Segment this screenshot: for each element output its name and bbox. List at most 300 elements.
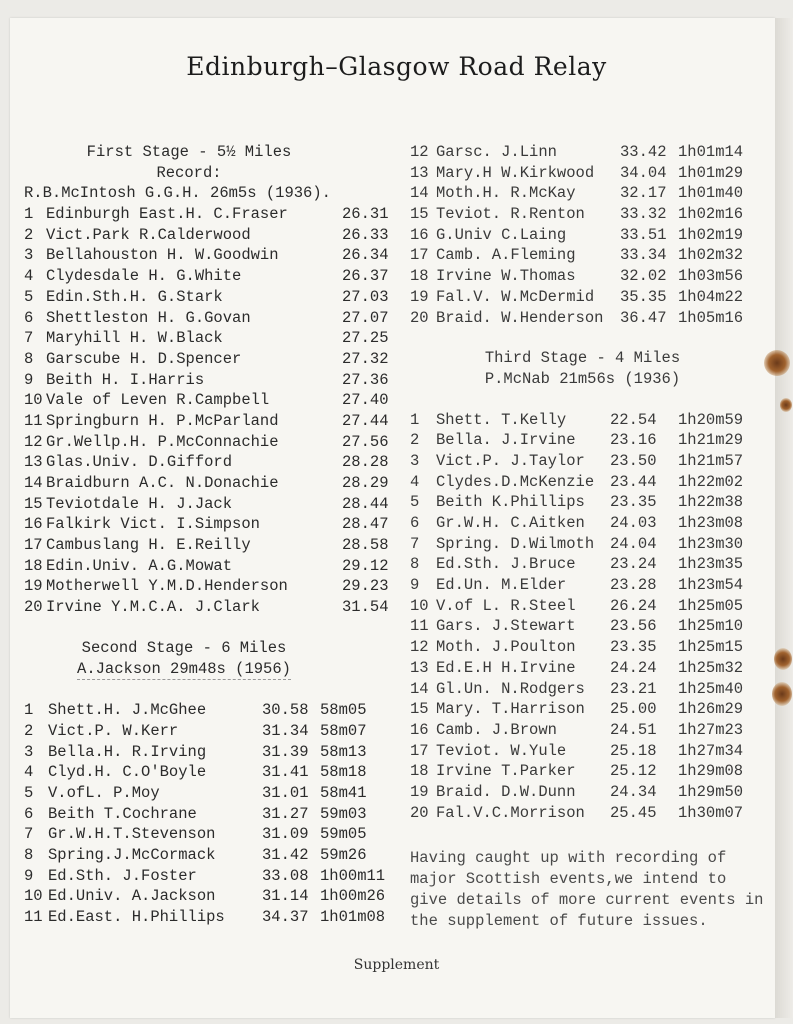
club-runner: Clydesdale H. G.White [46,267,242,286]
club-runner: Teviot. R.Renton [436,205,585,224]
stage-time: 23.24 [610,555,657,574]
club-runner: Clyd.H. C.O'Boyle [48,763,207,782]
result-row [410,658,785,679]
stage1-heading: First Stage - 5½ Miles [86,143,292,161]
club-runner: Ed.Univ. A.Jackson [48,887,216,906]
cumulative-time: 1h00m11 [320,866,386,885]
cumulative-time: 1h04m22 [678,287,744,306]
position: 14 [24,474,43,493]
result-row [24,308,404,329]
club-runner: Springburn H. P.McParland [46,411,279,430]
position: 2 [24,225,34,244]
position: 9 [410,576,420,595]
position: 10 [24,887,43,906]
spacer [24,618,404,638]
stage-time: 32.17 [620,184,667,203]
result-row [24,473,404,494]
stage-time: 31.42 [262,846,309,865]
right-column [410,142,785,823]
stage1-results [24,204,404,618]
club-runner: Braid. D.W.Dunn [436,782,576,801]
cumulative-time: 59m03 [320,804,367,823]
stage-time: 25.18 [610,741,657,760]
club-runner: Maryhill H. W.Black [46,329,223,348]
result-row [410,472,785,493]
position: 20 [24,598,43,617]
result-row [410,679,785,700]
result-row [410,575,785,596]
footer-label: Supplement [353,957,440,973]
club-runner: Ed.Un. M.Elder [436,576,567,595]
stage-time: 27.32 [342,349,389,368]
cumulative-time: 1h02m16 [678,205,744,224]
result-row [24,866,404,887]
result-row [410,204,785,225]
stage-time: 25.00 [610,700,657,719]
result-row [410,637,785,658]
position: 12 [410,143,429,161]
position: 4 [410,472,420,491]
stage-time: 26.37 [342,267,389,286]
cumulative-time: 1h30m07 [678,803,744,822]
result-row [410,451,785,472]
result-row [24,432,404,453]
club-runner: G.Univ C.Laing [436,225,567,244]
result-row [410,287,785,308]
stage-time: 28.29 [342,474,389,493]
position: 16 [410,720,429,739]
position: 1 [410,410,420,429]
cumulative-time: 58m13 [320,742,367,761]
club-runner: Ed.East. H.Phillips [48,908,225,927]
stage-time: 32.02 [620,267,667,286]
club-runner: Beith H. I.Harris [46,370,205,389]
position: 9 [24,370,34,389]
position: 15 [410,205,429,224]
club-runner: Falkirk Vict. I.Simpson [46,515,260,534]
cumulative-time: 1h29m50 [678,782,744,801]
position: 3 [24,246,34,265]
stage-time: 29.12 [342,556,389,575]
result-row [24,411,404,432]
cumulative-time: 1h05m16 [678,308,744,327]
spacer [410,328,785,348]
position: 7 [410,534,420,553]
position: 7 [24,329,34,348]
result-row [410,308,785,329]
club-runner: Ed.Sth. J.Foster [48,866,197,885]
stage-time: 23.21 [610,679,657,698]
stage-time: 31.41 [262,763,309,782]
position: 6 [24,804,34,823]
position: 13 [410,658,429,677]
stage-time: 23.16 [610,431,657,450]
club-runner: Braidburn A.C. N.Donachie [46,474,279,493]
club-runner: Gars. J.Stewart [436,617,576,636]
club-runner: Teviotdale H. J.Jack [46,494,233,513]
stage-time: 31.39 [262,742,309,761]
position: 14 [410,679,429,698]
club-runner: Irvine T.Parker [436,762,576,781]
position: 17 [24,536,43,555]
spacer [410,390,785,410]
club-runner: Vict.P. J.Taylor [436,451,585,470]
result-row [24,721,404,742]
position: 5 [24,784,34,802]
stage-time: 25.45 [610,803,657,822]
position: 9 [24,866,34,885]
stage-time: 27.07 [342,308,389,327]
club-runner: Ed.Sth. J.Bruce [436,555,576,574]
position: 16 [24,515,43,534]
club-runner: Fal.V. W.McDermid [436,287,595,306]
cumulative-time: 59m26 [320,846,367,865]
stage-time: 25.12 [610,762,657,781]
club-runner: Spring.J.McCormack [48,846,216,865]
club-runner: Edin.Univ. A.G.Mowat [46,556,233,575]
cumulative-time: 1h25m10 [678,617,744,636]
page-title: Edinburgh–Glasgow Road Relay [186,52,607,81]
cumulative-time: 58m05 [320,701,367,720]
position: 15 [410,700,429,719]
club-runner: Gr.W.H.T.Stevenson [48,825,216,844]
result-row [410,266,785,287]
stage-time: 23.56 [610,617,657,636]
result-row [410,410,785,431]
cumulative-time: 1h01m14 [678,143,744,161]
cumulative-time: 1h25m15 [678,638,744,657]
stage-time: 23.44 [610,472,657,491]
result-row [24,783,404,804]
cumulative-time: 1h23m08 [678,514,744,533]
cumulative-time: 1h25m40 [678,679,744,698]
position: 11 [410,617,429,636]
stage-time: 23.35 [610,493,657,512]
stage-time: 24.03 [610,514,657,533]
stage-time: 29.23 [342,577,389,596]
result-row [410,699,785,720]
club-runner: Teviot. W.Yule [436,741,567,760]
stage-time: 26.33 [342,225,389,244]
stage-time: 27.40 [342,391,389,410]
stage-time: 27.36 [342,370,389,389]
stage-time: 24.04 [610,534,657,553]
stage2-results [24,700,404,928]
club-runner: V.of L. R.Steel [436,596,576,615]
stage-time: 28.28 [342,453,389,472]
club-runner: Vale of Leven R.Campbell [46,391,270,410]
stage-time: 30.58 [262,701,309,720]
result-row [410,720,785,741]
club-runner: Moth. J.Poulton [436,638,576,657]
result-row [24,535,404,556]
stage-time: 27.44 [342,411,389,430]
position: 12 [24,432,43,451]
result-row [24,349,404,370]
club-runner: Edinburgh East.H. C.Fraser [46,205,288,224]
cumulative-time: 1h20m59 [678,410,744,429]
stage-time: 33.34 [620,246,667,265]
position: 1 [24,205,34,224]
position: 20 [410,308,429,327]
result-row [24,204,404,225]
position: 15 [24,494,43,513]
stage-time: 34.04 [620,163,667,182]
cumulative-time: 1h22m38 [678,493,744,512]
club-runner: Beith K.Phillips [436,493,585,512]
result-row [24,597,404,618]
cumulative-time: 59m05 [320,825,367,844]
club-runner: Shett.H. J.McGhee [48,701,207,720]
result-row [24,328,404,349]
club-runner: Vict.P. W.Kerr [48,721,179,740]
position: 6 [24,308,34,327]
position: 18 [410,762,429,781]
result-row [24,514,404,535]
stage-time: 27.56 [342,432,389,451]
stage-time: 23.28 [610,576,657,595]
stage-time: 23.50 [610,451,657,470]
position: 10 [24,391,43,410]
position: 19 [410,782,429,801]
result-row [410,430,785,451]
result-row [24,804,404,825]
position: 2 [410,431,420,450]
position: 19 [24,577,43,596]
club-runner: Edin.Sth.H. G.Stark [46,287,223,306]
cumulative-time: 1h01m29 [678,163,744,182]
result-row [410,142,785,163]
result-row [24,762,404,783]
position: 17 [410,246,429,265]
result-row [410,225,785,246]
stage-time: 31.14 [262,887,309,906]
position: 3 [24,742,34,761]
position: 4 [24,267,34,286]
club-runner: V.ofL. P.Moy [48,784,160,802]
position: 10 [410,596,429,615]
stage-time: 27.03 [342,287,389,306]
position: 18 [24,556,43,575]
club-runner: Vict.Park R.Calderwood [46,225,251,244]
cumulative-time: 1h25m05 [678,596,744,615]
cumulative-time: 58m18 [320,763,367,782]
cumulative-time: 1h02m19 [678,225,744,244]
result-row [410,803,785,824]
result-row [24,556,404,577]
club-runner: Fal.V.C.Morrison [436,803,585,822]
stage-time: 35.35 [620,287,667,306]
position: 3 [410,451,420,470]
stage-time: 33.42 [620,143,667,161]
stage-time: 24.34 [610,782,657,801]
stage2-record [24,659,344,681]
result-row [24,700,404,721]
result-row [24,742,404,763]
club-runner: Shett. T.Kelly [436,410,567,429]
stage-time: 36.47 [620,308,667,327]
cumulative-time: 1h02m32 [678,246,744,265]
stage-time: 33.32 [620,205,667,224]
club-runner: Gr.W.H. C.Aitken [436,514,585,533]
position: 6 [410,514,420,533]
position: 13 [24,453,43,472]
position: 4 [24,763,34,782]
stage3-results [410,410,785,824]
cumulative-time: 1h03m56 [678,267,744,286]
result-row [410,534,785,555]
cumulative-time: 58m07 [320,721,367,740]
cumulative-time: 58m41 [320,784,367,802]
cumulative-time: 1h23m30 [678,534,744,553]
cumulative-time: 1h21m57 [678,451,744,470]
spacer [24,680,404,700]
stage-time: 24.51 [610,720,657,739]
stage-time: 27.25 [342,329,389,348]
result-row [410,554,785,575]
record-text: A.Jackson 29m48s (1956) [77,659,291,681]
result-row [410,782,785,803]
stage-time: 33.51 [620,225,667,244]
club-runner: Moth.H. R.McKay [436,184,576,203]
stage-time: 22.54 [610,410,657,429]
stage-time: 26.34 [342,246,389,265]
result-row [24,266,404,287]
result-row [410,163,785,184]
club-runner: Camb. J.Brown [436,720,557,739]
result-row [410,492,785,513]
club-runner: Camb. A.Fleming [436,246,576,265]
club-runner: Clydes.D.McKenzie [436,472,595,491]
result-row [24,390,404,411]
result-row [24,370,404,391]
club-runner: Ed.E.H H.Irvine [436,658,576,677]
club-runner: Shettleston H. G.Govan [46,308,251,327]
position: 5 [24,287,34,306]
cumulative-time: 1h26m29 [678,700,744,719]
club-runner: Cambuslang H. E.Reilly [46,536,251,555]
stage2-results-continued [410,142,785,328]
club-runner: Mary.H W.Kirkwood [436,163,595,182]
cumulative-time: 1h29m08 [678,762,744,781]
position: 12 [410,638,429,657]
position: 18 [410,267,429,286]
club-runner: Gr.Wellp.H. P.McConnachie [46,432,279,451]
club-runner: Glas.Univ. D.Gifford [46,453,233,472]
position: 11 [24,908,43,927]
result-row [24,287,404,308]
cumulative-time: 1h01m40 [678,184,744,203]
cumulative-time: 1h22m02 [678,472,744,491]
position: 5 [410,493,420,512]
club-runner: Bella.H. R.Irving [48,742,207,761]
position: 19 [410,287,429,306]
stage-time: 28.58 [342,536,389,555]
result-row [24,245,404,266]
stage-time: 31.27 [262,804,309,823]
stage-time: 28.44 [342,494,389,513]
cumulative-time: 1h27m34 [678,741,744,760]
cumulative-time: 1h01m08 [320,908,386,927]
result-row [410,183,785,204]
stage-time: 31.54 [342,598,389,617]
position: 20 [410,803,429,822]
cumulative-time: 1h21m29 [678,431,744,450]
club-runner: Braid. W.Henderson [436,308,604,327]
club-runner: Irvine Y.M.C.A. J.Clark [46,598,260,617]
position: 11 [24,411,43,430]
result-row [24,845,404,866]
left-column [24,142,404,928]
record-text: R.B.McIntosh G.G.H. 26m5s (1936). [24,184,331,203]
result-row [24,225,404,246]
stage2-heading: Second Stage - 6 Miles [81,638,287,657]
club-runner: Bellahouston H. W.Goodwin [46,246,279,265]
cumulative-time: 1h27m23 [678,720,744,739]
cumulative-time: 1h23m35 [678,555,744,574]
club-runner: Gl.Un. N.Rodgers [436,679,585,698]
position: 17 [410,741,429,760]
stage-time: 28.47 [342,515,389,534]
stage3-record: P.McNab 21m56s (1936) [484,369,681,388]
stage-time: 23.35 [610,638,657,657]
club-runner: Garscube H. D.Spencer [46,349,242,368]
cumulative-time: 1h23m54 [678,576,744,595]
club-runner: Spring. D.Wilmoth [436,534,595,553]
stage-time: 24.24 [610,658,657,677]
result-row [410,761,785,782]
club-runner: Irvine W.Thomas [436,267,576,286]
position: 14 [410,184,429,203]
result-row [410,245,785,266]
stage-time: 26.31 [342,205,389,224]
stage-time: 34.37 [262,908,309,927]
stage1-record [24,183,404,204]
result-row [410,616,785,637]
position: 8 [24,846,34,865]
result-row [24,452,404,473]
position: 8 [410,555,420,574]
club-runner: Motherwell Y.M.D.Henderson [46,577,288,596]
stage-time: 26.24 [610,596,657,615]
club-runner: Mary. T.Harrison [436,700,585,719]
result-row [24,886,404,907]
club-runner: Bella. J.Irvine [436,431,576,450]
stage-time: 31.34 [262,721,309,740]
position: 7 [24,825,34,844]
result-row [410,513,785,534]
stage3-heading: Third Stage - 4 Miles [484,349,681,368]
stage-time: 31.09 [262,825,309,844]
result-row [24,576,404,597]
cumulative-time: 1h00m26 [320,887,386,906]
stage1-record-label: Record: [156,163,222,182]
result-row [24,907,404,928]
club-runner: Garsc. J.Linn [436,143,557,161]
position: 2 [24,721,34,740]
stage-time: 33.08 [262,866,309,885]
cumulative-time: 1h25m32 [678,658,744,677]
position: 8 [24,349,34,368]
position: 13 [410,163,429,182]
stage-time: 31.01 [262,784,309,802]
club-runner: Beith T.Cochrane [48,804,197,823]
result-row [24,824,404,845]
result-row [410,741,785,762]
position: 16 [410,225,429,244]
editorial-note: Having caught up with recording of major Scottish events,we intend to give details of more current events in the supplement of future issues. [410,849,764,930]
result-row [24,494,404,515]
